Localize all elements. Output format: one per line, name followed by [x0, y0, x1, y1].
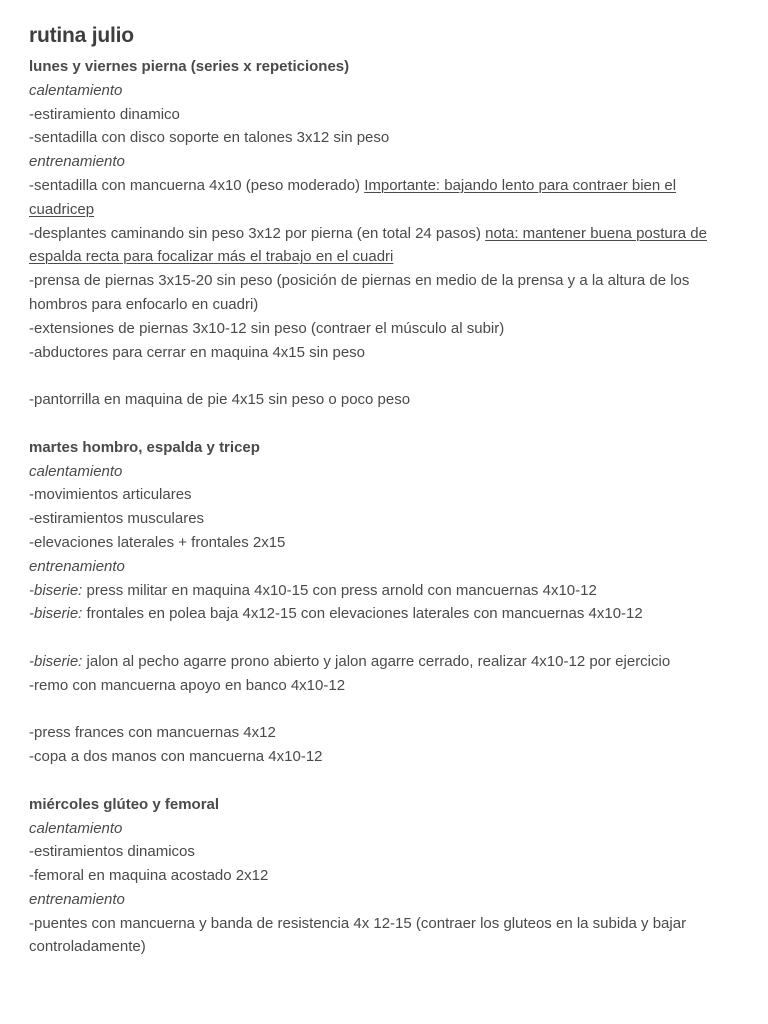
blank-line	[29, 626, 738, 650]
blank-line	[29, 364, 738, 388]
biserie-prefix: -	[29, 581, 34, 599]
list-item: -estiramiento dinamico	[29, 105, 180, 123]
training-label: entrenamiento	[29, 557, 125, 575]
warmup-label: calentamiento	[29, 81, 123, 99]
posture-note: nota: mantener buena postura de espalda recta para focalizar más el trabajo en el cuadri	[29, 224, 707, 266]
section-heading-legs: lunes y viernes pierna (series x repeticiones)	[29, 58, 350, 75]
blank-line	[29, 769, 738, 793]
section-heading-glutes: miércoles glúteo y femoral	[29, 795, 220, 813]
list-item: -copa a dos manos con mancuerna 4x10-12	[29, 748, 323, 766]
list-item	[29, 602, 738, 626]
list-item: -elevaciones laterales + frontales 2x15	[29, 533, 286, 551]
blank-line	[29, 412, 738, 436]
training-label: entrenamiento	[29, 153, 125, 171]
exercise-text: jalon al pecho agarre prono abierto y jalon agarre cerrado, realizar 4x10-12 por ejercicio	[82, 652, 671, 670]
list-item: -estiramientos musculares	[29, 510, 205, 528]
list-item	[29, 174, 738, 222]
list-item: -prensa de piernas 3x15-20 sin peso (posición de piernas en medio de la prensa y a la altura de los hombros para enfocarlo en cuadri)	[29, 272, 690, 313]
important-note: Importante: bajando lento para contraer bien el cuadricep	[29, 176, 677, 218]
training-label: entrenamiento	[29, 890, 125, 908]
list-item: -estiramientos dinamicos	[29, 843, 195, 861]
biserie-label: biserie:	[34, 605, 83, 623]
exercise-text: press militar en maquina 4x10-15 con press arnold con mancuernas 4x10-12	[82, 581, 597, 599]
list-item: -sentadilla con disco soporte en talones 3x12 sin peso	[29, 129, 390, 147]
biserie-prefix: -	[29, 605, 34, 623]
list-item: -pantorrilla en maquina de pie 4x15 sin peso o poco peso	[29, 391, 411, 409]
list-item: -extensiones de piernas 3x10-12 sin peso (contraer el músculo al subir)	[29, 319, 505, 337]
section-heading-shoulders: martes hombro, espalda y tricep	[29, 438, 260, 456]
biserie-prefix: -	[29, 652, 34, 670]
biserie-label: biserie:	[34, 652, 83, 670]
note-title: rutina julio	[29, 24, 134, 47]
warmup-label: calentamiento	[29, 819, 123, 837]
list-item	[29, 222, 738, 270]
list-item: -remo con mancuerna apoyo en banco 4x10-12	[29, 676, 346, 694]
blank-line	[29, 698, 738, 722]
list-item: -movimientos articulares	[29, 486, 192, 504]
list-item: -press frances con mancuernas 4x12	[29, 724, 276, 742]
warmup-label: calentamiento	[29, 462, 123, 480]
list-item: -abductores para cerrar en maquina 4x15 sin peso	[29, 343, 366, 361]
biserie-label: biserie:	[34, 581, 83, 599]
exercise-text: frontales en polea baja 4x12-15 con elevaciones laterales con mancuernas 4x10-12	[82, 605, 643, 623]
exercise-text: -sentadilla con mancuerna 4x10 (peso moderado)	[29, 176, 365, 194]
list-item	[29, 650, 738, 674]
list-item	[29, 579, 738, 603]
list-item: -puentes con mancuerna y banda de resistencia 4x 12-15 (contraer los gluteos en la subida y bajar controladamente)	[29, 914, 687, 956]
list-item: -femoral en maquina acostado 2x12	[29, 867, 269, 885]
exercise-text: -desplantes caminando sin peso 3x12 por pierna (en total 24 pasos)	[29, 224, 486, 242]
